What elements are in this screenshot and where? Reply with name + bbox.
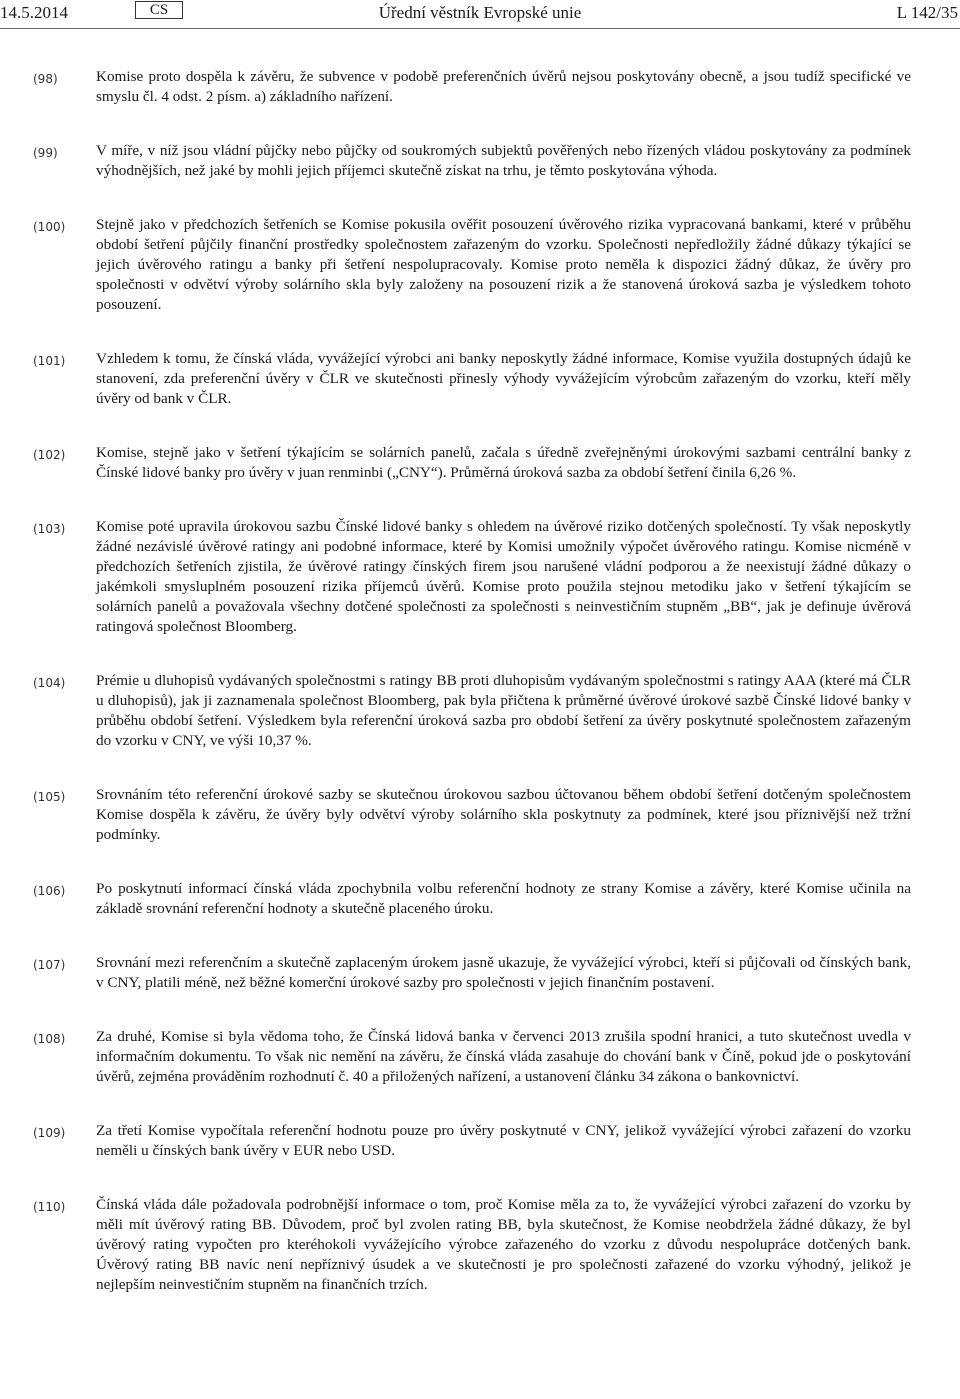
paragraph-text: V míře, v níž jsou vládní půjčky nebo půjčky od soukromých subjektů pověřených nebo řízených vládou poskytovány za podmínek výhodnějších, než jaké by mohli jejich příjemci skutečně získat na trhu, je těmto poskytována výhoda.	[96, 142, 911, 179]
paragraph-text: Vzhledem k tomu, že čínská vláda, vyvážející výrobci ani banky neposkytly žádné informace, Komise využila dostupných údajů ke stanovení, zda preferenční úvěry v ČLR ve skutečnosti přinesly výhody vyvážejícím výrobcům zařazeným do vzorku, kteří měly úvěry od bank v ČLR.	[96, 350, 911, 407]
paragraph-text: Komise, stejně jako v šetření týkajícím se solárních panelů, začala s úředně zveřejněnými úrokovými sazbami centrální banky z Čínské lidové banky pro úvěry v juan renminbi („CNY“). Průměrná úroková sazba za období šetření činila 6,26 %.	[96, 444, 911, 481]
paragraph-109	[0, 1121, 960, 1161]
paragraph-number: (107)	[33, 958, 66, 972]
paragraph-text: Srovnáním této referenční úrokové sazby se skutečnou úrokovou sazbou účtovanou během období šetření dotčeným společnostem Komise dospěla k závěru, že úvěry byly odvětví výroby solárního skla poskytnuty za podmínek, které jsou příznivější než tržní podmínky.	[96, 786, 911, 843]
paragraph-104	[0, 671, 960, 751]
paragraph-number: (100)	[33, 220, 66, 234]
paragraph-text: Za třetí Komise vypočítala referenční hodnotu pouze pro úvěry poskytnuté v CNY, jelikož vyvážející výrobci zařazení do vzorku neměli u čínských bank úvěry v EUR nebo USD.	[96, 1122, 911, 1159]
paragraph-108	[0, 1027, 960, 1087]
paragraph-98	[0, 67, 960, 107]
paragraph-105	[0, 785, 960, 845]
page-header	[0, 0, 960, 36]
paragraph-number: (105)	[33, 790, 66, 804]
paragraph-103	[0, 517, 960, 637]
paragraph-number: (101)	[33, 354, 66, 368]
publication-date: 14.5.2014	[0, 3, 68, 22]
paragraph-text: Po poskytnutí informací čínská vláda zpochybnila volbu referenční hodnoty ze strany Komise a závěry, které Komise učinila na základě srovnání referenční hodnoty a skutečně placeného úroku.	[96, 880, 911, 917]
header-divider	[0, 28, 960, 29]
paragraph-number: (106)	[33, 884, 66, 898]
paragraph-text: Za druhé, Komise si byla vědoma toho, že Čínská lidová banka v červenci 2013 zrušila spodní hranici, a tuto skutečnost uvedla v informačním dokumentu. To však nic nemění na závěru, že čínská vláda zasahuje do chování bank v Číně, pokud jde o poskytování úvěrů, zejména prováděním rozhodnutí č. 40 a přiložených nařízení, a ustanovení článku 34 zákona o bankovnictví.	[96, 1028, 911, 1085]
paragraph-text: Prémie u dluhopisů vydávaných společnostmi s ratingy BB proti dluhopisům vydávaným společnostmi s ratingy AAA (které má ČLR u dluhopisů), jak ji zaznamenala společnost Bloomberg, pak byla přičtena k průměrné úvěrové úrokové sazbě Čínské lidové banky v průběhu období šetření. Výsledkem byla referenční úroková sazba pro období šetření za úvěry poskytnuté společnostem zařazeným do vzorku v CNY, ve výši 10,37 %.	[96, 672, 911, 749]
language-badge: CS	[135, 1, 183, 19]
paragraph-99	[0, 141, 960, 181]
paragraph-text: Komise proto dospěla k závěru, že subvence v podobě preferenčních úvěrů nejsou poskytovány obecně, a jsou tudíž specifické ve smyslu čl. 4 odst. 2 písm. a) základního nařízení.	[96, 68, 911, 105]
paragraph-number: (99)	[33, 146, 58, 160]
document-body	[0, 67, 960, 1329]
paragraph-number: (104)	[33, 676, 66, 690]
page-reference: L 142/35	[896, 3, 958, 22]
paragraph-text: Čínská vláda dále požadovala podrobnější informace o tom, proč Komise měla za to, že vyvážející výrobci zařazení do vzorku by měli mít úvěrový rating BB. Důvodem, proč byl zvolen rating BB, byla skutečnost, že Komise neobdržela žádné důkazy, že byl úvěrový rating vypočten pro kteréhokoli vyvážejícího výrobce zařazeného do vzorku z důvodu nespolupráce dotčených bank. Úvěrový rating BB navíc není nepříznivý úsudek a ve skutečnosti je pro společnosti zařazené do vzorku výhodný, jelikož je nejlepším neinvestičním stupněm na finančních trzích.	[96, 1196, 911, 1293]
paragraph-101	[0, 349, 960, 409]
paragraph-number: (98)	[33, 72, 58, 86]
paragraph-text: Stejně jako v předchozích šetřeních se Komise pokusila ověřit posouzení úvěrového rizika vypracovaná bankami, které v průběhu období šetření půjčily finanční prostředky společnostem zařazeným do vzorku. Společnosti nepředložily žádné důkazy týkající se jejich úvěrového ratingu a banky při šetření nespolupracovaly. Komise proto neměla k dispozici žádný důkaz, že úvěry pro společnosti v odvětví výroby solárního skla byly založeny na posouzení rizik a že stanovená úroková sazba je výsledkem tohoto posouzení.	[96, 216, 911, 313]
paragraph-text: Komise poté upravila úrokovou sazbu Čínské lidové banky s ohledem na úvěrové riziko dotčených společností. Ty však neposkytly žádné nezávislé úvěrové ratingy ani podobné informace, které by Komisi umožnily výpočet úvěrového ratingu. Komise nicméně v předchozích šetřeních zjistila, že úvěrové ratingy čínských firem jsou narušené vládní podporou a že neexistují žádné důkazy o jakémkoli smysluplném posouzení rizika příjemců úvěrů. Komise proto použila stejnou metodiku jako v šetření týkajícím se solárních panelů a považovala všechny dotčené společnosti za společnosti s neinvestičním stupněm „BB“, jak je definuje úvěrová ratingová společnost Bloomberg.	[96, 518, 911, 635]
paragraph-number: (102)	[33, 448, 66, 462]
paragraph-100	[0, 215, 960, 315]
paragraph-106	[0, 879, 960, 919]
journal-title: Úřední věstník Evropské unie	[378, 3, 582, 22]
paragraph-number: (103)	[33, 522, 66, 536]
paragraph-102	[0, 443, 960, 483]
paragraph-number: (108)	[33, 1032, 66, 1046]
paragraph-number: (109)	[33, 1126, 66, 1140]
paragraph-text: Srovnání mezi referenčním a skutečně zaplaceným úrokem jasně ukazuje, že vyvážející výrobci, kteří si půjčovali od čínských bank, v CNY, platili méně, než běžné komerční úrokové sazby pro společnosti v jejich finančním postavení.	[96, 954, 911, 991]
paragraph-110	[0, 1195, 960, 1295]
paragraph-107	[0, 953, 960, 993]
paragraph-number: (110)	[33, 1200, 66, 1214]
